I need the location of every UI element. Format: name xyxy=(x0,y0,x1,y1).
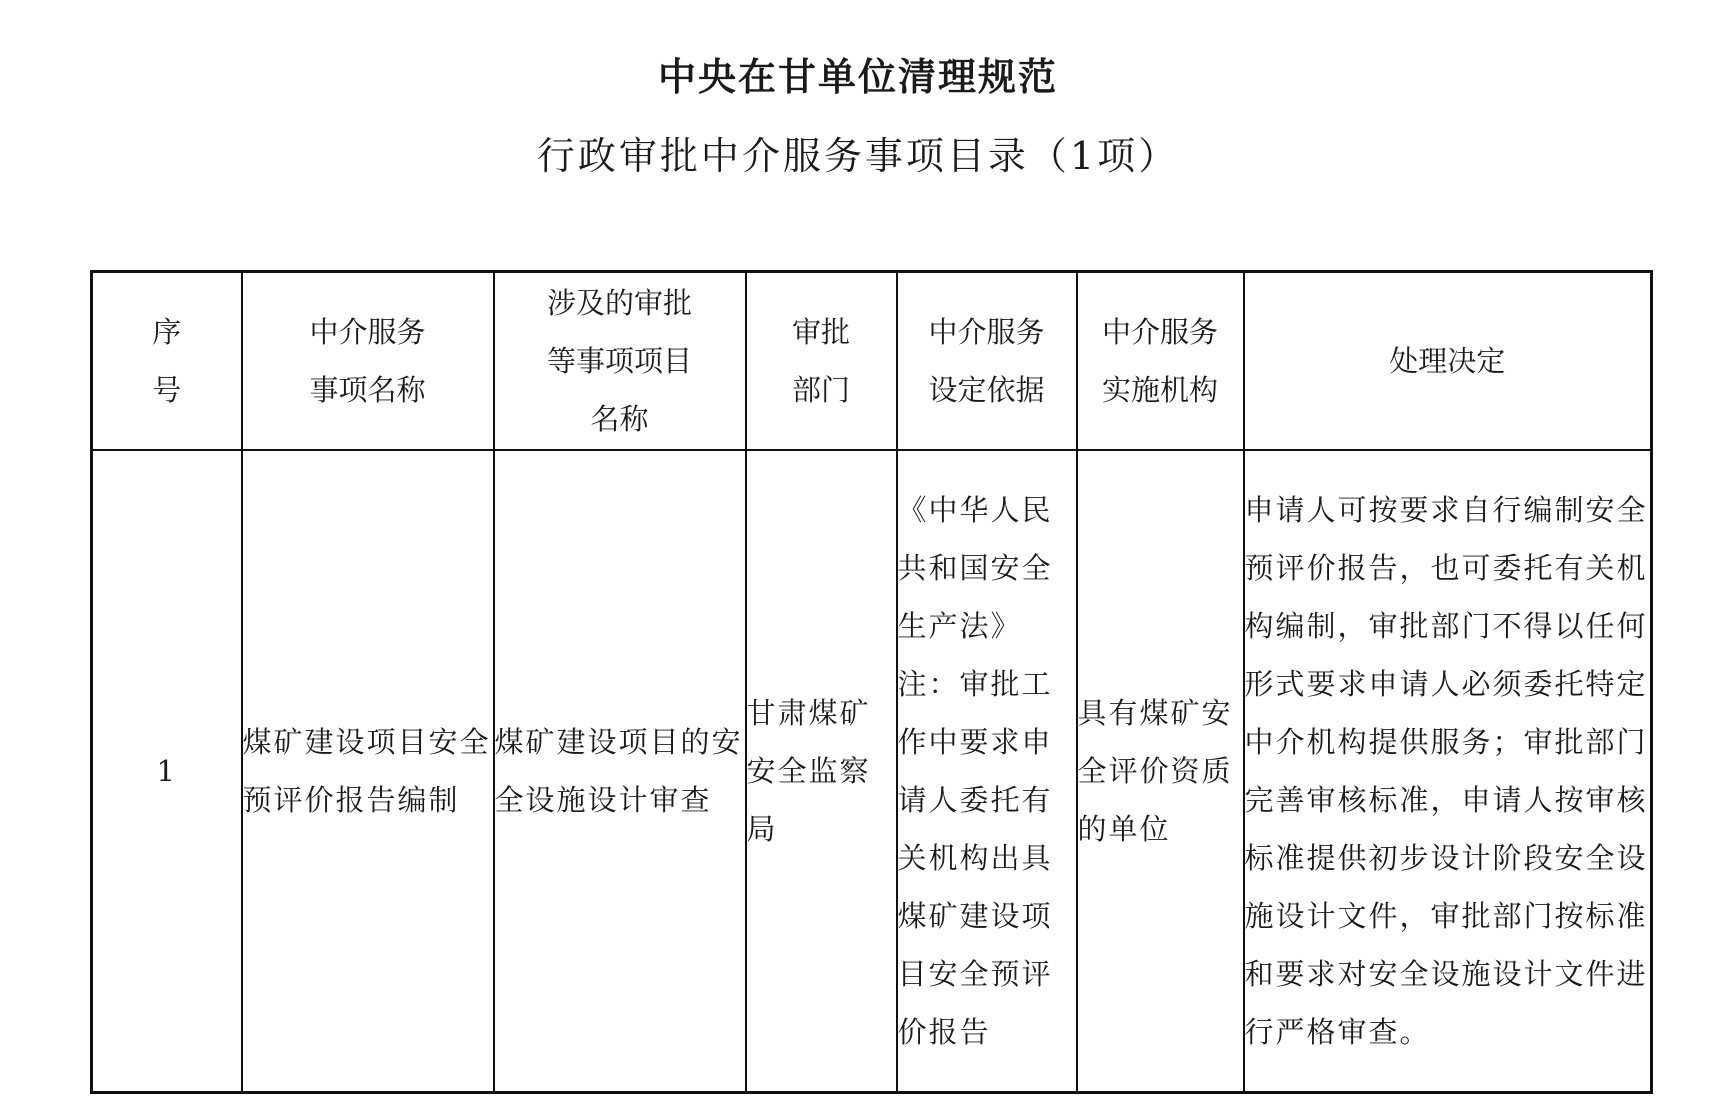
header-seq: 序 号 xyxy=(92,272,242,451)
document-title: 中央在甘单位清理规范 xyxy=(657,54,1058,99)
cell-service-name: 煤矿建设项目安全预评价报告编制 xyxy=(242,450,494,1093)
cell-decision: 申请人可按要求自行编制安全预评价报告，也可委托有关机构编制，审批部门不得以任何形式要求申请人必须委托特定中介机构提供服务；审批部门完善审核标准，申请人按审核标准提供初步设计阶段安全设施设计文件，审批部门按标准和要求对安全设施设计文件进行严格审查。 xyxy=(1244,450,1652,1093)
catalog-table xyxy=(90,270,1653,1094)
header-service-name: 中介服务 事项名称 xyxy=(242,272,494,451)
header-basis: 中介服务 设定依据 xyxy=(897,272,1077,451)
cell-provider: 具有煤矿安全评价资质的单位 xyxy=(1077,450,1244,1093)
cell-department: 甘肃煤矿安全监察局 xyxy=(746,450,897,1093)
cell-approval-item: 煤矿建设项目的安全设施设计审查 xyxy=(494,450,746,1093)
header-decision: 处理决定 xyxy=(1244,272,1652,451)
header-provider: 中介服务 实施机构 xyxy=(1077,272,1244,451)
cell-basis: 《中华人民共和国安全生产法》注：审批工作中要求申请人委托有关机构出具煤矿建设项目安全预评价报告 xyxy=(897,450,1077,1093)
document-subtitle: 行政审批中介服务事项目录（1项） xyxy=(536,134,1180,178)
table-header-row xyxy=(92,272,1652,451)
cell-seq: 1 xyxy=(92,450,242,1093)
table-row xyxy=(92,450,1652,1093)
header-approval-item: 涉及的审批 等事项项目 名称 xyxy=(494,272,746,451)
header-department: 审批 部门 xyxy=(746,272,897,451)
